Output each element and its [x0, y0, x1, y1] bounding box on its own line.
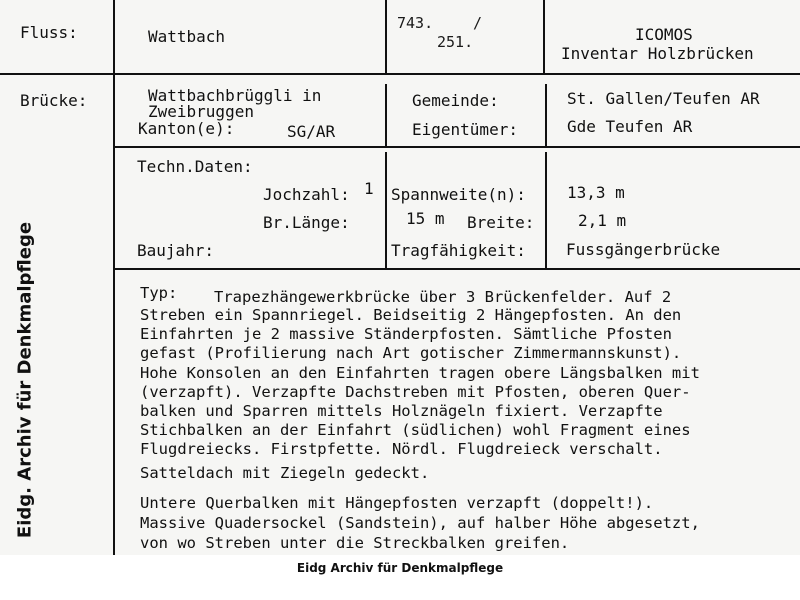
gemeinde-value: St. Gallen/Teufen AR: [567, 89, 760, 108]
description-line: Streben ein Spannriegel. Beidseitig 2 Hängepfosten. An den: [140, 306, 682, 324]
kanton-label: Kanton(e):: [138, 119, 235, 138]
tragfaehigkeit-label: Tragfähigkeit:: [391, 241, 526, 260]
divider: [385, 0, 387, 75]
divider: [545, 152, 547, 268]
ref-slash: /: [473, 14, 483, 32]
description-line: Hohe Konsolen an den Einfahrten tragen obere Längsbalken mit: [140, 364, 700, 382]
description-line: Flugdreiecks. Firstpfette. Nördl. Flugdreieck verschalt.: [140, 440, 663, 458]
divider: [385, 152, 387, 268]
org-line-2: Inventar Holzbrücken: [561, 44, 754, 63]
divider: [543, 0, 545, 75]
typ-label: Typ:: [140, 284, 178, 302]
description-line: Massive Quadersockel (Sandstein), auf halber Höhe abgesetzt,: [140, 514, 700, 532]
image-caption: Eidg Archiv für Denkmalpflege: [296, 561, 504, 575]
bridge-name-line-2: Zweibruggen: [148, 102, 254, 121]
fluss-value: Wattbach: [148, 27, 226, 46]
roof-line: Satteldach mit Ziegeln gedeckt.: [140, 464, 430, 482]
divider: [113, 268, 800, 270]
baujahr-label: Baujahr:: [137, 241, 215, 260]
breite-label: Breite:: [467, 213, 535, 232]
divider: [385, 84, 387, 146]
fluss-label: Fluss:: [20, 23, 78, 42]
breite-value: 2,1 m: [578, 211, 627, 230]
divider: [113, 0, 115, 555]
eigentuemer-label: Eigentümer:: [412, 120, 518, 139]
bruecke-label: Brücke:: [20, 91, 88, 110]
gemeinde-label: Gemeinde:: [412, 91, 499, 110]
kanton-value: SG/AR: [287, 122, 336, 141]
jochzahl-value: 1: [364, 179, 374, 198]
description-line: von wo Streben unter die Streckbalken greifen.: [140, 534, 570, 552]
description-line: (verzapft). Verzapfte Dachstreben mit Pfosten, oberen Quer-: [140, 383, 691, 401]
org-line-1: ICOMOS: [635, 25, 693, 44]
divider: [0, 73, 800, 75]
description-line: Trapezhängewerkbrücke über 3 Brückenfelder. Auf 2: [214, 288, 672, 306]
techn-daten-title: Techn.Daten:: [137, 157, 253, 176]
spannweite-label: Spannweite(n):: [391, 185, 526, 204]
description-line: Einfahrten je 2 massive Ständerpfosten. Sämtliche Pfosten: [140, 325, 672, 343]
laenge-label: Br.Länge:: [263, 213, 350, 232]
description-line: Stichbalken an der Einfahrt (südlichen) wohl Fragment eines: [140, 421, 691, 439]
ref-number-1: 743.: [397, 14, 434, 32]
archive-stamp: [10, 221, 40, 539]
eigentuemer-value: Gde Teufen AR: [567, 117, 693, 136]
bridge-name-line-1: Wattbachbrüggli in: [148, 86, 322, 105]
description-line: Untere Querbalken mit Hängepfosten verzapft (doppelt!).: [140, 494, 654, 512]
divider: [113, 146, 800, 148]
description-line: balken und Sparren mittels Holznägeln fixiert. Verzapfte: [140, 402, 663, 420]
divider: [545, 84, 547, 146]
ref-number-2: 251.: [437, 33, 474, 51]
archive-stamp-text: Eidg. Archiv für Denkmalpflege: [14, 221, 36, 539]
spannweite-value: 13,3 m: [567, 183, 625, 202]
description-line: gefast (Profilierung nach Art gotischer Zimmermannskunst).: [140, 344, 682, 362]
tragfaehigkeit-value: Fussgängerbrücke: [566, 240, 721, 259]
laenge-value: 15 m: [406, 209, 445, 228]
jochzahl-label: Jochzahl:: [263, 185, 350, 204]
